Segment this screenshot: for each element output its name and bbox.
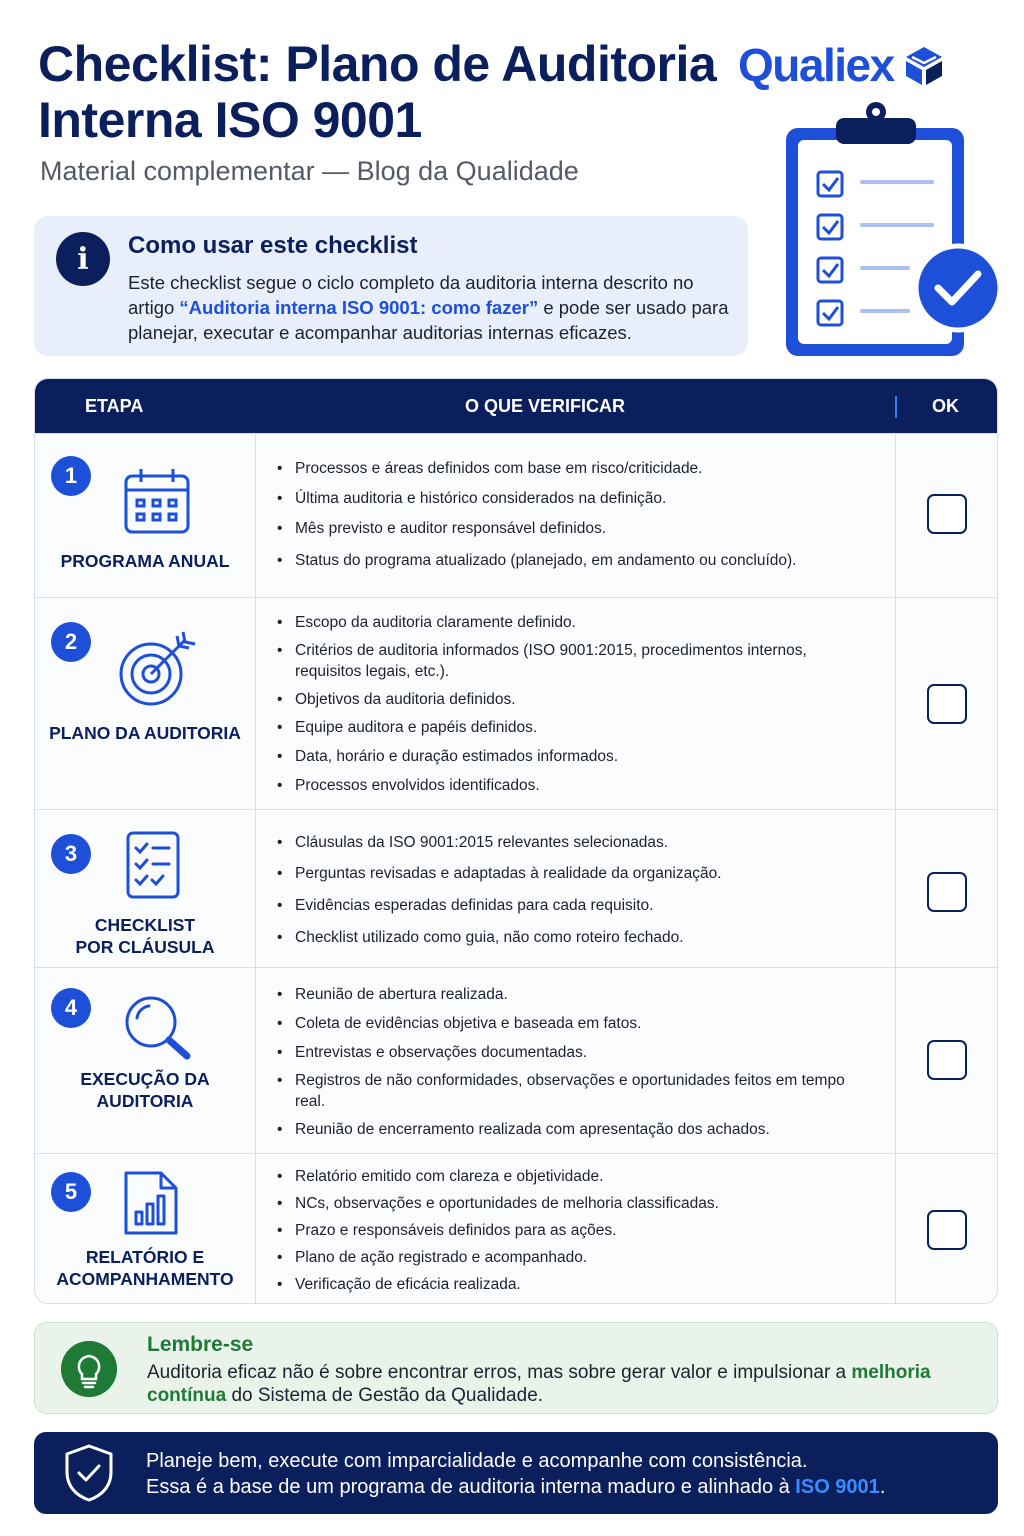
remember-highlight: melhoria contínua [147,1362,931,1406]
list-item: • Critérios de auditoria informados (ISO 9001:2015, procedimentos internos, requisitos legais, etc.). [277,640,877,682]
lightbulb-icon [61,1341,117,1397]
verification-list [277,612,877,796]
footer-text-part: Essa é a base de um programa de auditoria interna maduro e alinhado à [146,1476,796,1498]
step-label: PLANO DA AUDITORIA [49,723,241,743]
list-item: • Relatório emitido com clareza e objetividade. [277,1166,877,1187]
how-to-use-box [34,216,748,356]
logo-cube-icon [902,43,946,87]
list-item: • Objetivos da auditoria definidos. [277,689,877,710]
list-item: • Data, horário e duração estimados informados. [277,746,877,767]
table-row-programa-anual [35,433,998,597]
page-subtitle: Material complementar — Blog da Qualidade [40,156,579,186]
step-number: 1 [51,456,91,496]
target-icon [117,628,197,708]
footer-highlight: ISO 9001 [795,1476,880,1498]
list-item: • Reunião de abertura realizada. [277,984,877,1005]
step-label-line: ACOMPANHAMENTO [56,1269,234,1289]
page-title: Checklist: Plano de Auditoria Interna ISO 9001 [38,36,717,148]
ok-checkbox[interactable] [927,1040,967,1080]
info-icon: i [56,232,110,286]
column-divider [895,433,896,1304]
info-text-part: e pode ser usado para planejar, executar e acompanhar auditorias internas eficazes. [128,297,729,343]
table-row-relatorio [35,1153,998,1304]
list-item: • Reunião de encerramento realizada com apresentação dos achados. [277,1119,877,1140]
list-item: • Processos envolvidos identificados. [277,775,877,796]
step-label [35,1068,255,1112]
remember-title: Lembre-se [147,1333,254,1356]
table-row-plano-auditoria [35,597,998,809]
remember-text [147,1361,947,1407]
table-row-execucao [35,967,998,1153]
list-item: • Perguntas revisadas e adaptadas à realidade da organização. [277,863,877,884]
shield-check-icon [62,1442,116,1504]
step-label-line: AUDITORIA [96,1091,194,1111]
footer-banner [34,1432,998,1514]
list-item: • Verificação de eficácia realizada. [277,1274,877,1295]
step-label-line: CHECKLIST [94,915,196,935]
verification-list [277,984,877,1140]
remember-text-part: Auditoria eficaz não é sobre encontrar erros, mas sobre gerar valor e impulsionar a [147,1362,852,1383]
checklist-icon [125,830,181,900]
footer-line [146,1474,976,1500]
info-text [128,270,738,345]
list-item: • Coleta de evidências objetiva e baseada em fatos. [277,1013,877,1034]
qualiex-logo [738,38,946,92]
header-separator [895,396,897,418]
info-title: Como usar este checklist [128,232,418,259]
step-number: 5 [51,1172,91,1212]
article-link[interactable]: “Auditoria interna ISO 9001: como fazer” [179,297,539,318]
remember-box [34,1322,998,1414]
table-row-checklist-clausula [35,809,998,967]
step-label [35,1246,255,1290]
step-label-line: EXECUÇÃO DA [80,1069,210,1089]
remember-text-part: do Sistema de Gestão da Qualidade. [226,1385,544,1406]
verification-list [277,458,877,571]
header-etapa: ETAPA [85,396,144,416]
list-item: • Plano de ação registrado e acompanhado. [277,1247,877,1268]
logo-text: Qualiex [738,39,894,91]
info-text-part: Este checklist segue o ciclo completo da auditoria interna descrito no artigo [128,272,694,318]
list-item: • Última auditoria e histórico considerados na definição. [277,488,877,509]
column-divider [255,433,256,1304]
step-number: 3 [51,834,91,874]
checklist-table [34,378,998,1304]
step-label-line: RELATÓRIO E [85,1247,205,1267]
list-item: • Checklist utilizado como guia, não como roteiro fechado. [277,927,877,948]
calendar-icon [123,466,191,536]
magnifier-icon [123,994,193,1062]
table-header [35,379,998,433]
list-item: • Entrevistas e observações documentadas. [277,1042,877,1063]
footer-text-part: . [879,1476,886,1498]
step-label-line: POR CLÁUSULA [75,937,215,957]
clipboard-icon [780,98,1010,368]
step-number: 4 [51,988,91,1028]
list-item: • Mês previsto e auditor responsável definidos. [277,518,877,539]
list-item: • Status do programa atualizado (planejado, em andamento ou concluído). [277,550,877,571]
list-item: • Prazo e responsáveis definidos para as ações. [277,1220,877,1241]
ok-checkbox[interactable] [927,1210,967,1250]
step-number: 2 [51,622,91,662]
ok-checkbox[interactable] [927,684,967,724]
list-item: • NCs, observações e oportunidades de melhoria classificadas. [277,1193,877,1214]
verification-list [277,1166,877,1295]
step-label: PROGRAMA ANUAL [60,551,230,571]
header-ok: OK [932,396,959,416]
list-item: • Equipe auditora e papéis definidos. [277,717,877,738]
step-label [35,914,255,958]
list-item: • Evidências esperadas definidas para cada requisito. [277,895,877,916]
header-verificar: O QUE VERIFICAR [465,396,626,416]
footer-text [146,1448,976,1500]
verification-list [277,832,877,948]
list-item: • Processos e áreas definidos com base em risco/criticidade. [277,458,877,479]
list-item: • Cláusulas da ISO 9001:2015 relevantes selecionadas. [277,832,877,853]
ok-checkbox[interactable] [927,872,967,912]
list-item: • Escopo da auditoria claramente definido. [277,612,877,633]
list-item: • Registros de não conformidades, observações e oportunidades feitos em tempo real. [277,1070,877,1112]
ok-checkbox[interactable] [927,494,967,534]
report-icon [123,1170,179,1236]
footer-line: Planeje bem, execute com imparcialidade e acompanhe com consistência. [146,1450,808,1472]
